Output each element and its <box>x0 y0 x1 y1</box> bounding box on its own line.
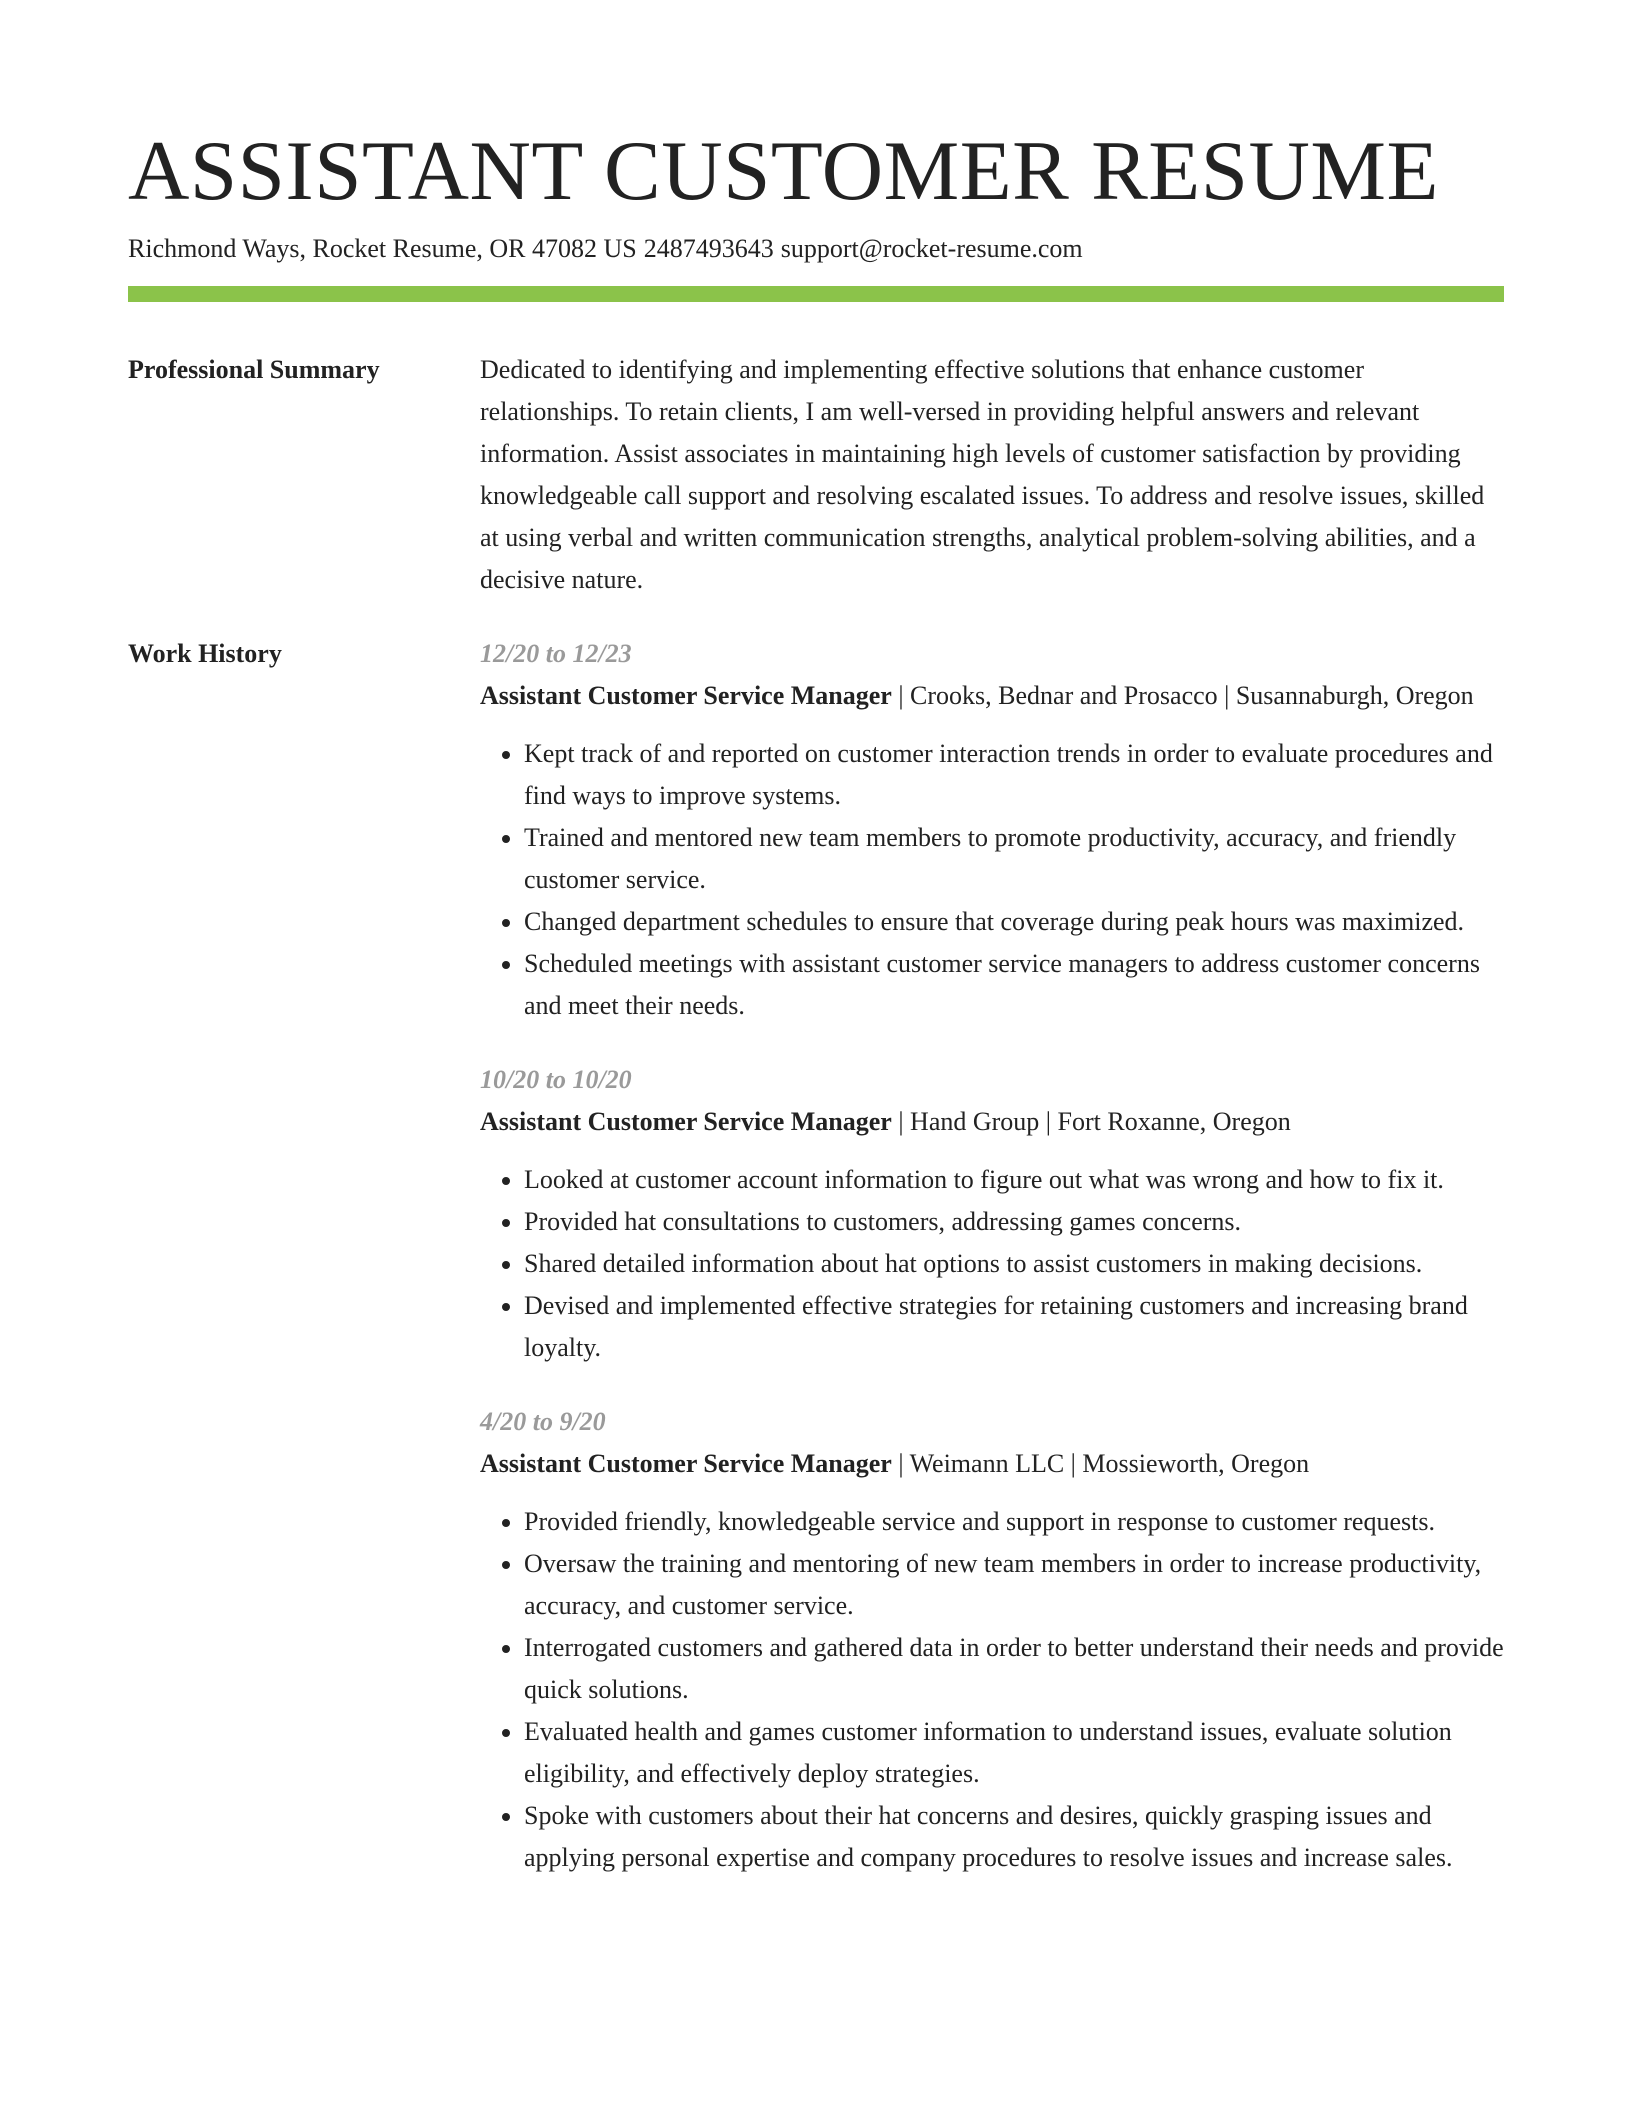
job-bullet: • Scheduled meetings with assistant customer service managers to address customer concerns and meet their needs. <box>524 943 1504 1027</box>
header-divider <box>128 286 1504 302</box>
job-bullet: • Trained and mentored new team members to promote productivity, accuracy, and friendly customer service. <box>524 817 1504 901</box>
job-details: | Crooks, Bednar and Prosacco | Susannaburgh, Oregon <box>891 681 1474 710</box>
job-bullets <box>480 733 1504 1027</box>
job-bullet: • Shared detailed information about hat options to assist customers in making decisions. <box>524 1243 1504 1285</box>
work-history-label: Work History <box>128 639 282 668</box>
job-entry <box>480 633 1504 1027</box>
job-bullet: • Devised and implemented effective strategies for retaining customers and increasing brand loyalty. <box>524 1285 1504 1369</box>
job-bullet: • Kept track of and reported on customer interaction trends in order to evaluate procedures and find ways to improve systems. <box>524 733 1504 817</box>
job-heading <box>480 1101 1504 1143</box>
job-bullet: • Provided friendly, knowledgeable service and support in response to customer requests. <box>524 1501 1504 1543</box>
job-title: Assistant Customer Service Manager <box>480 1449 892 1478</box>
job-title: Assistant Customer Service Manager <box>480 681 892 710</box>
job-entry <box>480 1059 1504 1369</box>
summary-label: Professional Summary <box>128 355 380 384</box>
job-bullet: • Provided hat consultations to customers, addressing games concerns. <box>524 1201 1504 1243</box>
job-bullet: • Spoke with customers about their hat concerns and desires, quickly grasping issues and applying personal expertise and company procedures to resolve issues and increase sales. <box>524 1795 1504 1879</box>
job-bullet: • Changed department schedules to ensure that coverage during peak hours was maximized. <box>524 901 1504 943</box>
job-details: | Weimann LLC | Mossieworth, Oregon <box>891 1449 1310 1478</box>
job-bullet: • Interrogated customers and gathered data in order to better understand their needs and provide quick solutions. <box>524 1627 1504 1711</box>
job-bullet: • Looked at customer account information to figure out what was wrong and how to fix it. <box>524 1159 1504 1201</box>
job-heading <box>480 675 1504 717</box>
resume-title: ASSISTANT CUSTOMER RESUME <box>128 124 1439 218</box>
job-title: Assistant Customer Service Manager <box>480 1107 892 1136</box>
job-heading <box>480 1443 1504 1485</box>
job-details: | Hand Group | Fort Roxanne, Oregon <box>891 1107 1291 1136</box>
job-bullet: • Oversaw the training and mentoring of new team members in order to increase productivity, accuracy, and customer service. <box>524 1543 1504 1627</box>
work-history-body <box>480 633 1504 1911</box>
job-dates: 12/20 to 12/23 <box>480 639 632 668</box>
contact-phone: 2487493643 <box>643 234 774 263</box>
contact-email: support@rocket-resume.com <box>780 234 1083 263</box>
summary-text: Dedicated to identifying and implementing effective solutions that enhance customer relationships. To retain clients, I am well-versed in providing helpful answers and relevant information. Assist associates in maintaining high levels of customer satisfaction by providing knowledgeable call support and resolving escalated issues. To address and resolve issues, skilled at using verbal and written communication strengths, analytical problem-solving abilities, and a decisive nature. <box>480 355 1485 594</box>
summary-body <box>480 349 1504 601</box>
job-bullets <box>480 1159 1504 1369</box>
job-bullet: • Evaluated health and games customer information to understand issues, evaluate solution eligibility, and effectively deploy strategies. <box>524 1711 1504 1795</box>
job-entry <box>480 1401 1504 1879</box>
job-bullets <box>480 1501 1504 1879</box>
job-dates: 4/20 to 9/20 <box>480 1407 606 1436</box>
job-dates: 10/20 to 10/20 <box>480 1065 632 1094</box>
contact-address: Richmond Ways, Rocket Resume, OR 47082 US <box>128 234 637 263</box>
contact-line <box>128 232 1083 266</box>
